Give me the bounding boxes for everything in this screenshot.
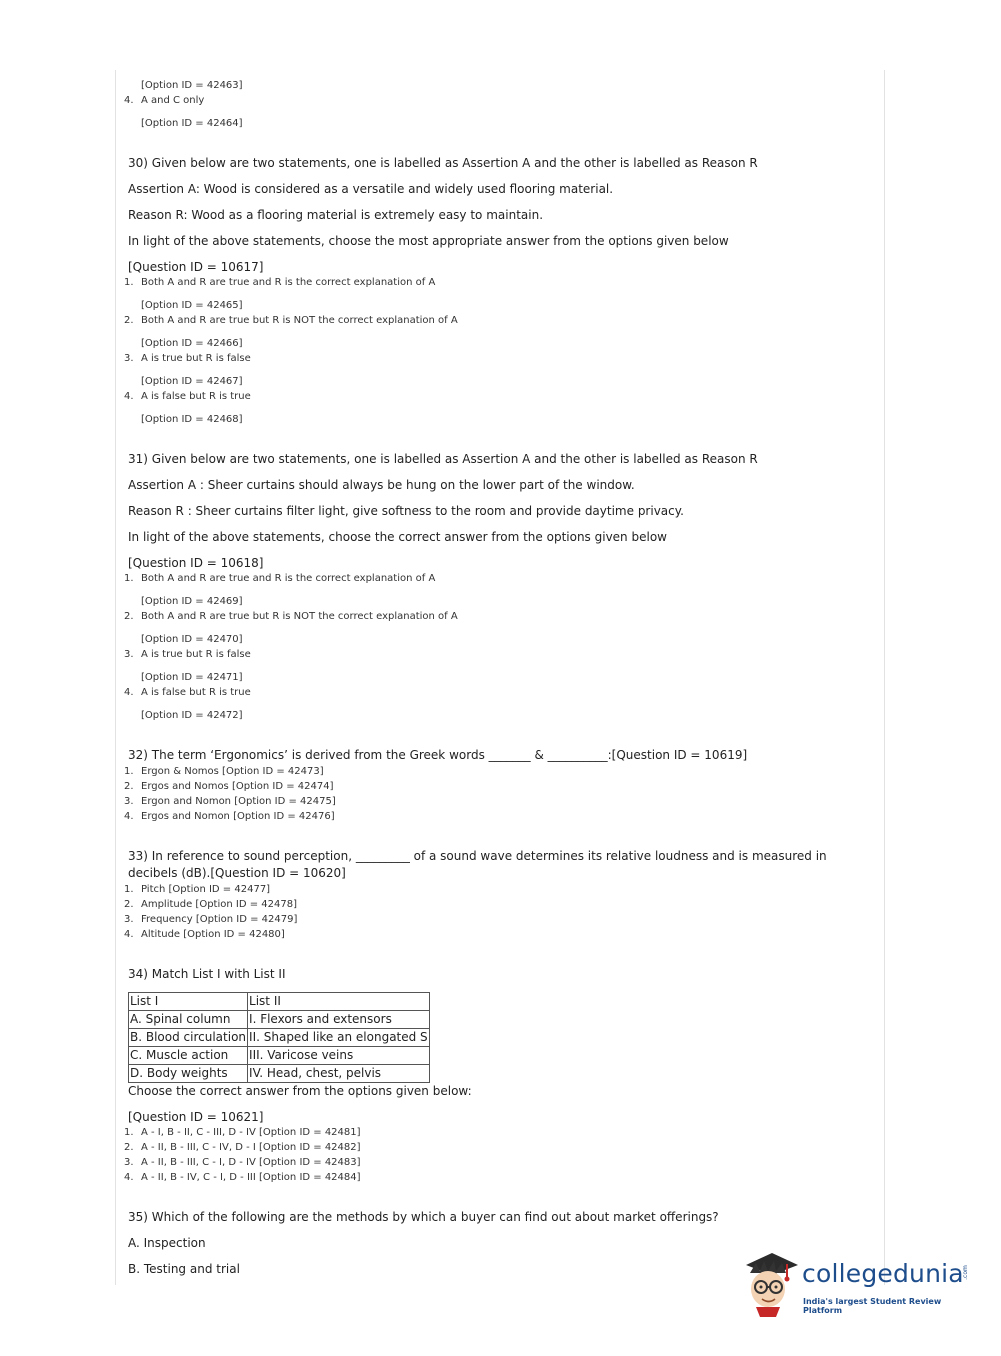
options-list — [124, 1125, 864, 1185]
option-number: 3. — [124, 914, 134, 925]
table-row — [129, 1029, 430, 1047]
options-list — [124, 764, 864, 824]
option-number: 1. — [124, 884, 134, 895]
question-33 — [124, 848, 864, 942]
logo-tagline: India's largest Student Review Platform — [803, 1297, 942, 1315]
option-number: 1. — [124, 277, 134, 288]
option-id: [Option ID = 42463] — [141, 80, 243, 91]
option-2 — [124, 897, 864, 912]
option-text: A and C only — [141, 95, 205, 106]
right-margin-rule — [884, 70, 885, 1285]
question-30 — [124, 155, 864, 427]
reason-statement: Reason R: Wood as a flooring material is extremely easy to maintain. — [128, 208, 544, 222]
question-paper-content — [124, 78, 864, 1278]
question-heading: 35) Which of the following are the methods by which a buyer can find out about market offerings? — [128, 1210, 719, 1224]
option-number: 3. — [124, 1157, 134, 1168]
option-text: Both A and R are true but R is NOT the correct explanation of A — [141, 611, 458, 622]
option-1 — [124, 275, 864, 290]
option-text: Ergon & Nomos [Option ID = 42473] — [141, 766, 324, 777]
option-text: Both A and R are true and R is the correct explanation of A — [141, 573, 436, 584]
option-text: A is false but R is true — [141, 391, 251, 402]
collegedunia-logo[interactable] — [742, 1249, 972, 1319]
table-cell: IV. Head, chest, pelvis — [248, 1065, 430, 1083]
option-2 — [124, 609, 864, 624]
option-number: 1. — [124, 766, 134, 777]
option-4 — [124, 93, 864, 108]
option-4 — [124, 927, 864, 942]
question-id: [Question ID = 10617] — [128, 260, 264, 274]
question-id: [Question ID = 10621] — [128, 1110, 264, 1124]
option-4 — [124, 389, 864, 404]
option-number: 2. — [124, 1142, 134, 1153]
option-1 — [124, 571, 864, 586]
table-cell: III. Varicose veins — [248, 1047, 430, 1065]
option-id: [Option ID = 42472] — [141, 710, 243, 721]
assertion-statement: Assertion A: Wood is considered as a versatile and widely used flooring material. — [128, 182, 614, 196]
option-number: 1. — [124, 573, 134, 584]
option-number: 2. — [124, 611, 134, 622]
option-id: [Option ID = 42469] — [141, 596, 243, 607]
option-id: [Option ID = 42466] — [141, 338, 243, 349]
option-text: A - I, B - II, C - III, D - IV [Option ID = 42481] — [141, 1127, 361, 1138]
question-31 — [124, 451, 864, 723]
logo-domain: .com — [961, 1265, 969, 1280]
table-row — [129, 1047, 430, 1065]
option-1 — [124, 1125, 864, 1140]
option-number: 2. — [124, 899, 134, 910]
option-text: Frequency [Option ID = 42479] — [141, 914, 298, 925]
option-text: A is true but R is false — [141, 649, 251, 660]
option-number: 4. — [124, 811, 134, 822]
question-instruction: In light of the above statements, choose the most appropriate answer from the options given below — [128, 234, 729, 248]
option-3 — [124, 647, 864, 662]
option-number: 4. — [124, 95, 134, 106]
option-id: [Option ID = 42464] — [141, 118, 243, 129]
table-cell: C. Muscle action — [129, 1047, 248, 1065]
option-text: Altitude [Option ID = 42480] — [141, 929, 285, 940]
option-text: A is false but R is true — [141, 687, 251, 698]
options-list — [124, 275, 864, 427]
table-cell: D. Body weights — [129, 1065, 248, 1083]
question-heading: 30) Given below are two statements, one is labelled as Assertion A and the other is labelled as Reason R — [128, 156, 758, 170]
table-header-cell: List I — [129, 993, 248, 1011]
table-cell: B. Blood circulation — [129, 1029, 248, 1047]
question-34 — [124, 966, 864, 1185]
option-text: Ergon and Nomon [Option ID = 42475] — [141, 796, 336, 807]
option-number: 1. — [124, 1127, 134, 1138]
option-id: [Option ID = 42468] — [141, 414, 243, 425]
option-id: [Option ID = 42470] — [141, 634, 243, 645]
statement-b: B. Testing and trial — [128, 1262, 240, 1276]
option-id: [Option ID = 42471] — [141, 672, 243, 683]
option-text: A is true but R is false — [141, 353, 251, 364]
question-id: [Question ID = 10618] — [128, 556, 264, 570]
option-text: Amplitude [Option ID = 42478] — [141, 899, 297, 910]
option-text: A - II, B - III, C - IV, D - I [Option ID = 42482] — [141, 1142, 361, 1153]
option-3 — [124, 794, 864, 809]
table-cell: A. Spinal column — [129, 1011, 248, 1029]
question-heading: 32) The term ‘Ergonomics’ is derived from the Greek words _______ & __________:[Question ID = 10619] — [128, 748, 748, 762]
left-margin-rule — [115, 70, 116, 1285]
question-instruction: In light of the above statements, choose the correct answer from the options given below — [128, 530, 667, 544]
option-number: 2. — [124, 781, 134, 792]
option-text: A - II, B - III, C - I, D - IV [Option ID = 42483] — [141, 1157, 361, 1168]
option-text: Both A and R are true and R is the correct explanation of A — [141, 277, 436, 288]
table-header-row — [129, 993, 430, 1011]
option-number: 4. — [124, 391, 134, 402]
option-3 — [124, 912, 864, 927]
option-text: Pitch [Option ID = 42477] — [141, 884, 271, 895]
option-3 — [124, 1155, 864, 1170]
option-text: Ergos and Nomon [Option ID = 42476] — [141, 811, 335, 822]
option-1 — [124, 764, 864, 779]
question-heading: 34) Match List I with List II — [128, 967, 286, 981]
option-4 — [124, 1170, 864, 1185]
option-1 — [124, 882, 864, 897]
question-heading-continued: decibels (dB).[Question ID = 10620] — [128, 866, 346, 880]
option-id: [Option ID = 42465] — [141, 300, 243, 311]
option-number: 3. — [124, 353, 134, 364]
option-number: 2. — [124, 315, 134, 326]
option-number: 4. — [124, 687, 134, 698]
option-number: 3. — [124, 796, 134, 807]
option-2 — [124, 313, 864, 328]
statement-a: A. Inspection — [128, 1236, 206, 1250]
option-text: Ergos and Nomos [Option ID = 42474] — [141, 781, 334, 792]
question-heading: 33) In reference to sound perception, _________ of a sound wave determines its relative loudness and is measured in — [128, 849, 827, 863]
option-id: [Option ID = 42467] — [141, 376, 243, 387]
options-list — [124, 882, 864, 942]
option-2 — [124, 1140, 864, 1155]
option-text: Both A and R are true but R is NOT the correct explanation of A — [141, 315, 458, 326]
question-instruction: Choose the correct answer from the options given below: — [128, 1084, 472, 1098]
question-32 — [124, 747, 864, 824]
table-cell: II. Shaped like an elongated S — [248, 1029, 430, 1047]
table-row — [129, 1065, 430, 1083]
question-heading: 31) Given below are two statements, one is labelled as Assertion A and the other is labelled as Reason R — [128, 452, 758, 466]
table-row — [129, 1011, 430, 1029]
table-header-cell: List II — [248, 993, 430, 1011]
option-text: A - II, B - IV, C - I, D - III [Option ID = 42484] — [141, 1172, 361, 1183]
q29-tail — [124, 78, 864, 131]
option-3 — [124, 351, 864, 366]
mascot-icon — [742, 1249, 800, 1319]
assertion-statement: Assertion A : Sheer curtains should always be hung on the lower part of the window. — [128, 478, 635, 492]
reason-statement: Reason R : Sheer curtains filter light, give softness to the room and provide daytime privacy. — [128, 504, 684, 518]
options-list — [124, 571, 864, 723]
match-table — [128, 992, 430, 1083]
option-number: 3. — [124, 649, 134, 660]
logo-wordmark: collegedunia — [802, 1259, 964, 1288]
option-number: 4. — [124, 929, 134, 940]
option-4 — [124, 685, 864, 700]
option-4 — [124, 809, 864, 824]
option-2 — [124, 779, 864, 794]
table-cell: I. Flexors and extensors — [248, 1011, 430, 1029]
option-number: 4. — [124, 1172, 134, 1183]
